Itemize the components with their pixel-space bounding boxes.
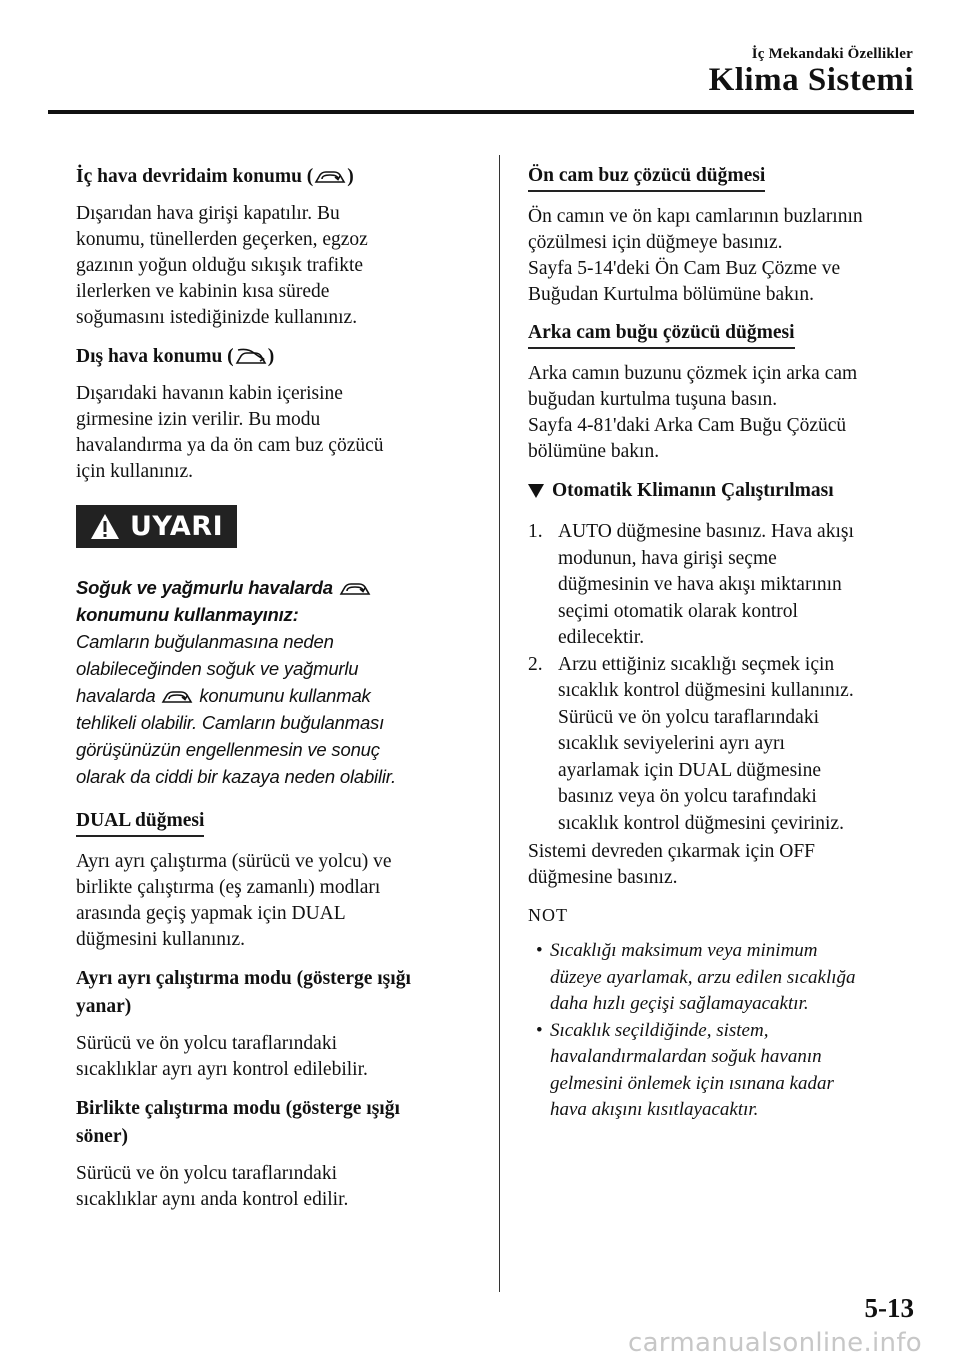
rear-defogger-description: Arka camın buzunu çözmek için arka cam buğudan kurtulma tuşuna basın. Sayfa 4-81'daki Arka Cam Buğu Çözücü bölümüne bakın. xyxy=(528,363,858,462)
notes-list xyxy=(528,938,928,1124)
auto-steps-list xyxy=(528,519,928,837)
warning-badge xyxy=(76,505,237,548)
joint-mode-description: Sürücü ve ön yolcu taraflarındaki sıcaklıklar aynı anda kontrol edilir. xyxy=(76,1163,349,1210)
dual-button-description: Ayrı ayrı çalıştırma (sürücü ve yolcu) ve birlikte çalıştırma (eş zamanlı) modları arasında geçiş yapmak için DUAL düğmesini kullanınız. xyxy=(76,851,392,950)
note-label: NOT xyxy=(528,905,568,925)
bullet-icon: • xyxy=(536,940,543,961)
list-item: • Sıcaklık seçildiğinde, sistem, havalandırmalardan soğuk havanın gelmesini önlemek için ısınana kadar hava akışını kısıtlayacaktır. xyxy=(536,1019,834,1120)
section-title: İç Mekandaki Özellikler xyxy=(751,46,913,62)
auto-climate-heading: Otomatik Klimanın Çalıştırılması xyxy=(528,477,928,505)
chapter-title: Klima Sistemi xyxy=(708,62,914,98)
recirculation-mode-icon xyxy=(338,577,372,599)
separate-mode-description: Sürücü ve ön yolcu taraflarındaki sıcaklıklar ayrı ayrı kontrol edilebilir. xyxy=(76,1033,368,1080)
front-defroster-heading: Ön cam buz çözücü düğmesi xyxy=(528,163,765,192)
column-divider xyxy=(499,155,500,1292)
rear-defogger-heading: Arka cam buğu çözücü düğmesi xyxy=(528,320,795,349)
dual-button-heading: DUAL düğmesi xyxy=(76,808,204,837)
separate-mode-heading: Ayrı ayrı çalıştırma modu (gösterge ışığı yanar) xyxy=(76,968,411,1017)
outside-air-description: Dışarıdaki havanın kabin içerisine girmesine izin verilir. Bu modu havalandırma ya da ön cam buz çözücü için kullanınız. xyxy=(76,383,384,482)
joint-mode-heading: Birlikte çalıştırma modu (gösterge ışığı söner) xyxy=(76,1098,400,1147)
list-item: • Sıcaklığı maksimum veya minimum düzeye ayarlamak, arzu edilen sıcaklığa daha hızlı geçişi sağlamayacaktır. xyxy=(536,940,856,1014)
warning-text: Soğuk ve yağmurlu havalarda konumunu kullanmayınız: Camların buğulanmasına neden olabileceğinden soğuk ve yağmurlu havalarda konumunu kullanmak tehlikeli olabilir. Camların buğulanması görüşünüzün engellenmesin ve sonuç olarak da ciddi bir kazaya neden olabilir. xyxy=(76,577,396,787)
page-number: 5-13 xyxy=(864,1293,914,1323)
right-column xyxy=(528,163,928,1124)
recirculation-mode-icon xyxy=(313,165,347,187)
front-defroster-description: Ön camın ve ön kapı camlarının buzlarının çözülmesi için düğmeye basınız. Sayfa 5-14'deki Ön Cam Buz Çözme ve Buğudan Kurtulma bölümüne bakın. xyxy=(528,206,863,305)
off-description: Sistemi devreden çıkarmak için OFF düğmesine basınız. xyxy=(528,841,816,888)
recirculation-description: Dışarıdan hava girişi kapatılır. Bu konumu, tünellerden geçerken, egzoz gazının yoğun olduğu sıkışık trafikte ilerlerken ve kabinin kısa sürede soğumasını istediğinizde kullanınız. xyxy=(76,203,368,328)
recirculation-heading: İç hava devridaim konumu ( ) xyxy=(76,166,354,187)
triangle-down-icon xyxy=(528,484,544,498)
recirculation-mode-icon xyxy=(160,685,194,707)
warning-icon xyxy=(90,513,120,540)
bullet-icon: • xyxy=(536,1019,543,1041)
list-item: 1. AUTO düğmesine basınız. Hava akışı modunun, hava girişi seçme düğmesinin ve hava akışı miktarının seçimi otomatik olarak kontrol edilecektir. xyxy=(528,521,854,648)
outside-air-mode-icon xyxy=(234,345,268,367)
left-column xyxy=(76,163,476,1225)
outside-air-heading: Dış hava konumu ( ) xyxy=(76,346,275,367)
watermark: carmanualsonline.info xyxy=(627,1328,922,1358)
list-item: 2. Arzu ettiğiniz sıcaklığı seçmek için sıcaklık kontrol düğmesini kullanınız. Sürücü ve ön yolcu taraflarındaki sıcaklık seviyelerini ayrı ayrı ayarlamak için DUAL düğmesine basınız veya ön yolcu tarafındaki sıcaklık kontrol düğmesini çeviriniz. xyxy=(528,653,854,834)
warning-label: UYARI xyxy=(130,511,224,542)
header-rule xyxy=(48,110,914,114)
